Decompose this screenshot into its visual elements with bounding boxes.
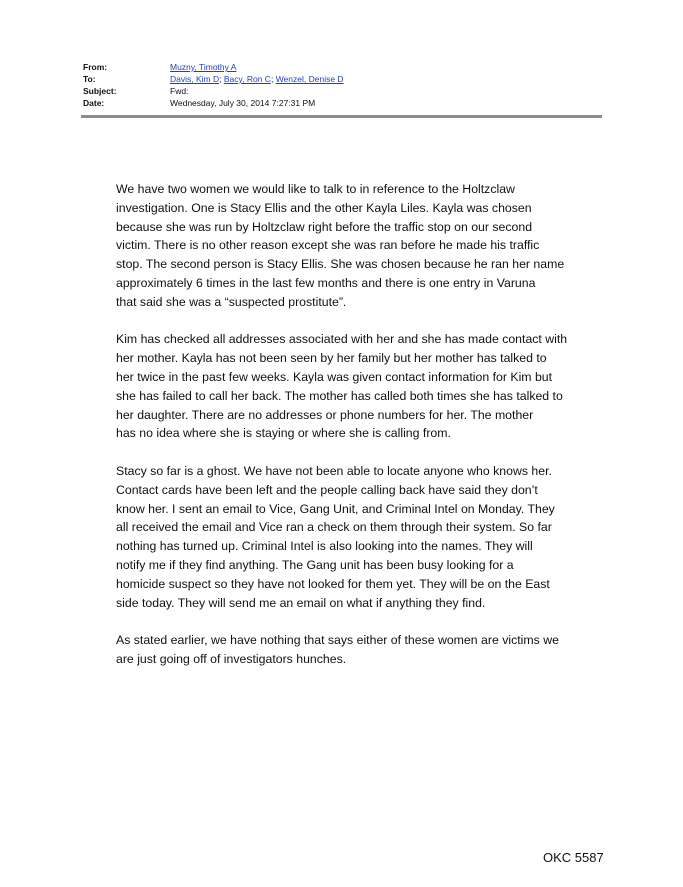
body-line: know her. I sent an email to Vice, Gang Unit, and Criminal Intel on Monday. They (116, 501, 555, 516)
body-line: her twice in the past few weeks. Kayla was given contact information for Kim but (116, 369, 553, 384)
body-line: victim. There is no other reason except she was ran before he made his traffic (116, 238, 540, 253)
body-paragraph (116, 631, 576, 669)
date-value: Wednesday, July 30, 2014 7:27:31 PM (170, 98, 316, 108)
body-line: she has failed to call her back. The mother has called both times she has talked to (116, 388, 563, 403)
body-line: stop. The second person is Stacy Ellis. She was chosen because he ran her name (116, 257, 565, 272)
to-row (83, 73, 602, 85)
body-line: investigation. One is Stacy Ellis and the other Kayla Liles. Kayla was chosen (116, 200, 532, 215)
paragraph-gap (116, 443, 576, 462)
subject-label: Subject: (83, 86, 117, 96)
from-sender-link[interactable]: Muzny, Timothy A (170, 62, 237, 72)
subject-row (83, 85, 602, 97)
recipient-separator: ; (219, 74, 224, 84)
body-line: We have two women we would like to talk to in reference to the Holtzclaw (116, 182, 515, 196)
header-divider (81, 115, 602, 118)
body-paragraph (116, 462, 576, 612)
to-recipients (170, 73, 344, 85)
body-line: her daughter. There are no addresses or phone numbers for her. The mother (116, 407, 534, 422)
date-label: Date: (83, 98, 105, 108)
email-header (83, 61, 602, 109)
body-line: her mother. Kayla has not been seen by her family but her mother has talked to (116, 351, 547, 366)
body-line: homicide suspect so they have not looked for them yet. They will be on the East (116, 576, 550, 591)
bates-number: OKC 5587 (543, 850, 604, 865)
from-label: From: (83, 62, 108, 72)
body-line: As stated earlier, we have nothing that says either of these women are victims we (116, 633, 559, 648)
body-line: nothing has turned up. Criminal Intel is also looking into the names. They will (116, 539, 533, 554)
body-line: that said she was a “suspected prostitute”. (116, 294, 347, 309)
subject-value: Fwd: (170, 86, 189, 96)
body-line: Kim has checked all addresses associated with her and she has made contact with (116, 332, 568, 347)
body-paragraph (116, 180, 576, 312)
body-line: are just going off of investigators hunches. (116, 651, 347, 666)
body-line: approximately 6 times in the last few months and there is one entry in Varuna (116, 275, 536, 290)
body-line: all received the email and Vice ran a check on them through their system. So far (116, 520, 552, 535)
body-paragraph (116, 330, 576, 443)
body-line: Contact cards have been left and the people calling back have said they don’t (116, 482, 538, 497)
body-line: side today. They will send me an email on what if anything they find. (116, 595, 486, 610)
recipient-separator: ; (270, 74, 276, 84)
body-line: because she was run by Holtzclaw right before the traffic stop on our second (116, 219, 533, 234)
recipient-link[interactable]: Davis, Kim D (170, 74, 220, 84)
recipient-link[interactable]: Wenzel, Denise D (275, 74, 344, 84)
recipient-link[interactable]: Bacy, Ron C (223, 74, 271, 84)
paragraph-gap (116, 612, 576, 631)
date-row (83, 97, 602, 109)
email-body (116, 180, 576, 669)
body-line: has no idea where she is staying or where she is calling from. (116, 426, 451, 441)
body-line: Stacy so far is a ghost. We have not been able to locate anyone who knows her. (116, 463, 552, 478)
paragraph-gap (116, 312, 576, 331)
body-line: notify me if they find anything. The Gang unit has been busy looking for a (116, 557, 514, 572)
to-label: To: (83, 74, 96, 84)
from-row (83, 61, 602, 73)
